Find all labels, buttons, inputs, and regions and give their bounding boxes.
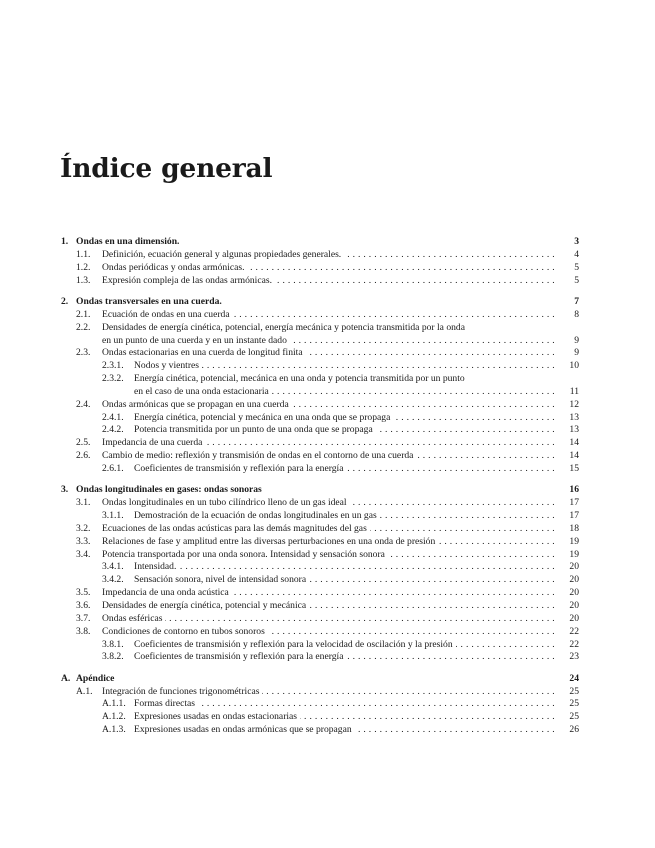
entry-title: Integración de funciones trigonométricas xyxy=(102,686,262,697)
entry-title: Expresión compleja de las ondas armónicas. xyxy=(102,275,275,286)
entry-title-continued: en un punto de una cuerda y en un instante dado xyxy=(102,335,290,346)
entry-number: 3.5. xyxy=(76,587,91,599)
entry-number: 3.1.1. xyxy=(102,510,124,522)
toc-section[interactable] xyxy=(61,249,579,262)
entry-number: 2.3.2. xyxy=(102,373,124,385)
entry-title: Relaciones de fase y amplitud entre las diversas perturbaciones en una onda de presión xyxy=(102,536,438,547)
entry-page: 26 xyxy=(569,724,579,736)
entry-number: 3.4.2. xyxy=(102,574,124,586)
entry-page: 19 xyxy=(569,535,579,547)
toc-chapter[interactable] xyxy=(61,236,579,249)
chapter-number: 3. xyxy=(61,484,69,496)
entry-page: 20 xyxy=(569,612,579,624)
entry-title: Impedancia de una onda acústica xyxy=(102,587,232,598)
entry-title: Potencia transportada por una onda sonora. Intensidad y sensación sonora xyxy=(102,549,388,560)
entry-number: A.1.3. xyxy=(102,724,126,736)
entry-number: A.1. xyxy=(76,685,93,697)
entry-title-container xyxy=(102,347,555,360)
entry-title-container xyxy=(102,626,555,639)
entry-title: Formas directas xyxy=(134,698,198,709)
toc-section[interactable] xyxy=(61,536,579,549)
entry-title: Coeficientes de transmisión y reflexión para la energía xyxy=(134,651,346,662)
toc-subsection[interactable] xyxy=(61,724,579,737)
entry-title: Coeficientes de transmisión y reflexión para la velocidad de oscilación y la presión xyxy=(134,639,456,650)
entry-title: Nodos y vientres xyxy=(134,360,202,371)
chapter-page: 24 xyxy=(569,672,579,684)
entry-title: Coeficientes de transmisión y reflexión para la energía xyxy=(134,463,346,474)
entry-number: 2.5. xyxy=(76,437,91,449)
entry-title-container xyxy=(134,698,555,711)
entry-title-container xyxy=(102,587,555,600)
entry-title-continued: en el caso de una onda estacionaria xyxy=(134,386,272,397)
chapter-page: 16 xyxy=(569,484,579,496)
entry-title-container xyxy=(134,651,555,664)
entry-number: 1.1. xyxy=(76,248,91,260)
toc-chapter[interactable] xyxy=(61,673,579,686)
toc-section[interactable] xyxy=(61,523,579,536)
toc-section[interactable] xyxy=(61,549,579,562)
entry-page: 19 xyxy=(569,548,579,560)
toc-section[interactable] xyxy=(61,347,579,360)
entry-page: 25 xyxy=(569,698,579,710)
entry-number: 2.4. xyxy=(76,398,91,410)
entry-title: Energía cinética, potencial, mecánica en una onda y potencia transmitida por un punto xyxy=(134,373,465,385)
entry-number: 2.6.1. xyxy=(102,462,124,474)
entry-title: Ecuación de ondas en una cuerda xyxy=(102,309,233,320)
toc-chapter[interactable] xyxy=(61,296,579,309)
toc-subsection[interactable] xyxy=(61,651,579,664)
entry-title: Ondas periódicas y ondas armónicas. xyxy=(102,262,248,273)
toc-section[interactable] xyxy=(61,613,579,626)
toc-section[interactable] xyxy=(61,450,579,463)
entry-page: 4 xyxy=(574,248,579,260)
entry-number: A.1.1. xyxy=(102,698,126,710)
toc-subsection[interactable] xyxy=(61,698,579,711)
toc-subsection[interactable] xyxy=(61,711,579,724)
entry-page: 17 xyxy=(569,510,579,522)
toc-subsection[interactable] xyxy=(61,424,579,437)
toc-subsection[interactable] xyxy=(61,561,579,574)
entry-page: 15 xyxy=(569,462,579,474)
entry-title-container xyxy=(102,450,555,463)
entry-title-container xyxy=(134,639,555,652)
toc-section[interactable] xyxy=(61,437,579,450)
table-of-contents xyxy=(61,236,579,737)
toc-section[interactable] xyxy=(61,399,579,412)
entry-page: 20 xyxy=(569,599,579,611)
entry-page: 5 xyxy=(574,261,579,273)
entry-number: 2.2. xyxy=(76,321,91,333)
entry-title-container xyxy=(134,510,555,523)
entry-title-container xyxy=(102,600,555,613)
entry-page: 22 xyxy=(569,638,579,650)
entry-page: 22 xyxy=(569,625,579,637)
toc-subsection[interactable] xyxy=(61,360,579,373)
entry-title-container xyxy=(134,360,555,373)
entry-title: Ecuaciones de las ondas acústicas para las demás magnitudes del gas xyxy=(102,523,370,534)
chapter-number: A. xyxy=(61,672,71,684)
entry-number: 1.2. xyxy=(76,261,91,273)
entry-number: 3.3. xyxy=(76,535,91,547)
entry-title-container xyxy=(102,249,555,262)
entry-page: 14 xyxy=(569,437,579,449)
entry-title-container xyxy=(134,574,555,587)
entry-page: 9 xyxy=(574,347,579,359)
toc-subsection[interactable] xyxy=(61,510,579,523)
entry-page: 5 xyxy=(574,274,579,286)
entry-number: 3.1. xyxy=(76,497,91,509)
entry-title-container xyxy=(134,463,555,476)
entry-title-container xyxy=(102,549,555,562)
entry-number: 3.2. xyxy=(76,522,91,534)
entry-title: Condiciones de contorno en tubos sonoros xyxy=(102,626,268,637)
entry-page: 11 xyxy=(569,385,579,397)
entry-title: Densidades de energía cinética, potencial, energía mecánica y potencia transmitida por la onda xyxy=(102,321,465,333)
entry-page: 14 xyxy=(569,450,579,462)
page-title: Índice general xyxy=(60,153,273,184)
entry-title: Ondas esféricas xyxy=(102,613,165,624)
entry-number: 3.6. xyxy=(76,599,91,611)
toc-subsection[interactable] xyxy=(61,412,579,425)
toc-section[interactable] xyxy=(61,686,579,699)
chapter-number: 1. xyxy=(61,236,69,247)
entry-title-container xyxy=(102,686,555,699)
toc-subsection[interactable] xyxy=(61,574,579,587)
entry-title-container xyxy=(134,724,555,737)
entry-title: Demostración de la ecuación de ondas longitudinales en un gas xyxy=(134,510,380,521)
entry-number: 2.3. xyxy=(76,347,91,359)
entry-page: 25 xyxy=(569,711,579,723)
toc-section[interactable] xyxy=(61,626,579,639)
entry-title: Expresiones usadas en ondas estacionarias xyxy=(134,711,300,722)
entry-title: Ondas armónicas que se propagan en una cuerda xyxy=(102,399,292,410)
entry-number: 3.8.1. xyxy=(102,638,124,650)
entry-number: 3.4.1. xyxy=(102,561,124,573)
chapter-page: 7 xyxy=(574,295,579,307)
entry-number: 2.4.2. xyxy=(102,424,124,436)
entry-page: 20 xyxy=(569,574,579,586)
toc-section[interactable] xyxy=(61,497,579,510)
entry-number: 2.4.1. xyxy=(102,411,124,423)
entry-page: 12 xyxy=(569,398,579,410)
chapter-number: 2. xyxy=(61,295,69,307)
chapter-title: Ondas en una dimensión. xyxy=(76,236,180,247)
entry-page: 17 xyxy=(569,497,579,509)
entry-number: 2.6. xyxy=(76,450,91,462)
entry-title-container xyxy=(134,561,555,574)
toc-section[interactable] xyxy=(61,587,579,600)
toc-subsection[interactable] xyxy=(61,373,579,399)
entry-title: Energía cinética, potencial y mecánica en una onda que se propaga xyxy=(134,412,393,423)
entry-title: Intensidad. xyxy=(134,561,179,572)
entry-page: 13 xyxy=(569,424,579,436)
toc-section[interactable] xyxy=(61,262,579,275)
entry-number: 3.8.2. xyxy=(102,651,124,663)
entry-title: Potencia transmitida por un punto de una onda que se propaga xyxy=(134,424,376,435)
entry-title: Ondas longitudinales en un tubo cilíndrico lleno de un gas ideal xyxy=(102,497,350,508)
entry-page: 20 xyxy=(569,587,579,599)
entry-page: 25 xyxy=(569,685,579,697)
entry-page: 10 xyxy=(569,360,579,372)
entry-title-container xyxy=(102,497,555,510)
entry-title-container xyxy=(102,322,555,348)
chapter-title: Ondas transversales en una cuerda. xyxy=(76,295,222,307)
entry-page: 18 xyxy=(569,522,579,534)
entry-title-container xyxy=(102,399,555,412)
entry-page: 20 xyxy=(569,561,579,573)
entry-number: 3.4. xyxy=(76,548,91,560)
entry-title-container xyxy=(102,262,555,275)
entry-number: 3.8. xyxy=(76,625,91,637)
toc-subsection[interactable] xyxy=(61,639,579,652)
entry-title-container xyxy=(102,275,555,288)
chapter-page: 3 xyxy=(574,236,579,247)
entry-number: 2.3.1. xyxy=(102,360,124,372)
entry-page: 13 xyxy=(569,411,579,423)
toc-section[interactable] xyxy=(61,600,579,613)
entry-number: 1.3. xyxy=(76,274,91,286)
toc-chapter[interactable] xyxy=(61,484,579,497)
entry-page: 9 xyxy=(574,334,579,346)
entry-title: Expresiones usadas en ondas armónicas que se propagan xyxy=(134,724,355,735)
entry-title: Cambio de medio: reflexión y transmisión de ondas en el contorno de una cuerda xyxy=(102,450,416,461)
chapter-title: Apéndice xyxy=(76,672,115,684)
entry-title-container xyxy=(134,711,555,724)
entry-title-container xyxy=(134,373,555,399)
entry-title-container xyxy=(102,536,555,549)
entry-title-container xyxy=(102,523,555,536)
entry-title: Ondas estacionarias en una cuerda de longitud finita xyxy=(102,347,306,358)
entry-page: 23 xyxy=(569,651,579,663)
entry-title-container xyxy=(102,613,555,626)
chapter-title: Ondas longitudinales en gases: ondas sonoras xyxy=(76,484,262,496)
entry-title: Sensación sonora, nivel de intensidad sonora xyxy=(134,574,309,585)
toc-subsection[interactable] xyxy=(61,463,579,476)
entry-number: 3.7. xyxy=(76,612,91,624)
toc-section[interactable] xyxy=(61,322,579,348)
entry-title: Definición, ecuación general y algunas propiedades generales. xyxy=(102,249,344,260)
toc-section[interactable] xyxy=(61,309,579,322)
entry-number: 2.1. xyxy=(76,308,91,320)
entry-title-container xyxy=(102,309,555,322)
entry-page: 8 xyxy=(574,308,579,320)
entry-title: Densidades de energía cinética, potencial y mecánica xyxy=(102,600,309,611)
entry-title-container xyxy=(102,437,555,450)
entry-number: A.1.2. xyxy=(102,711,126,723)
entry-title-container xyxy=(134,412,555,425)
entry-title-container xyxy=(134,424,555,437)
entry-title: Impedancia de una cuerda xyxy=(102,437,205,448)
toc-section[interactable] xyxy=(61,275,579,288)
